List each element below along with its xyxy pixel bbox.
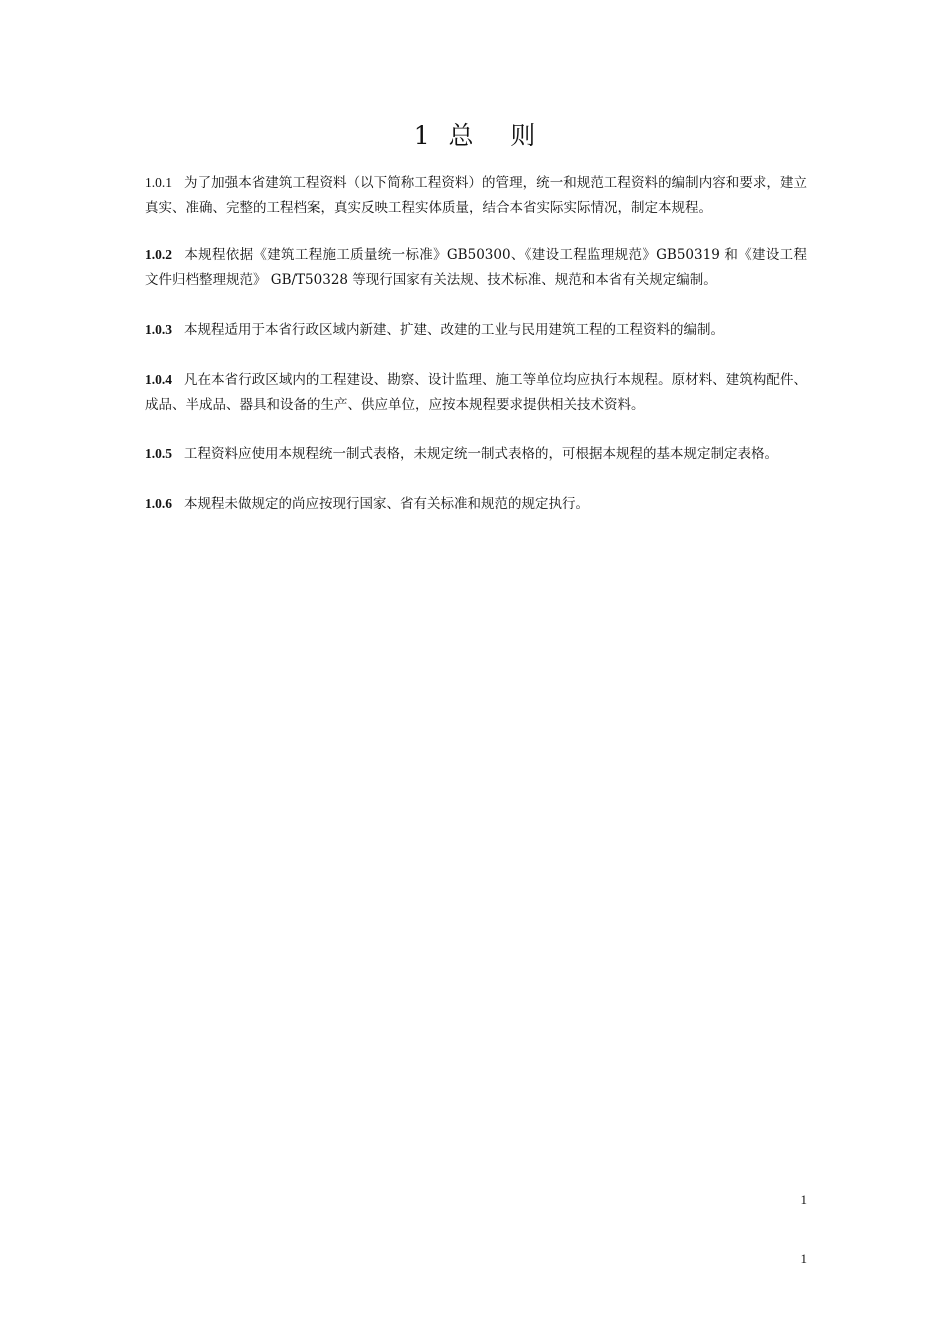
clause-number: 1.0.1 bbox=[145, 175, 172, 190]
clause-text: 本规程适用于本省行政区域内新建、扩建、改建的工业与民用建筑工程的工程资料的编制。 bbox=[184, 322, 724, 338]
clause-text: 工程资料应使用本规程统一制式表格，未规定统一制式表格的，可根据本规程的基本规定制定表格。 bbox=[184, 446, 778, 462]
page-number-footer: 1 bbox=[800, 1251, 807, 1266]
clause-text: 本规程未做规定的尚应按现行国家、省有关标准和规范的规定执行。 bbox=[184, 496, 589, 512]
clause-number: 1.0.5 bbox=[145, 446, 172, 461]
clause-number: 1.0.3 bbox=[145, 322, 172, 337]
clause-number: 1.0.4 bbox=[145, 372, 172, 387]
clause-1-0-4 bbox=[145, 367, 807, 418]
clause-1-0-5 bbox=[145, 441, 807, 467]
clause-1-0-3 bbox=[145, 317, 807, 343]
clause-1-0-1 bbox=[145, 170, 807, 221]
page-number: 1 bbox=[800, 1192, 807, 1207]
clause-1-0-2 bbox=[145, 242, 807, 293]
clause-number: 1.0.2 bbox=[145, 247, 172, 262]
clause-text: 本规程依据《建筑工程施工质量统一标准》GB50300、《建设工程监理规范》GB50319 和《建设工程文件归档整理规范》 GB/T50328 等现行国家有关法规、技术标准、规范和本省有关规定编制。 bbox=[145, 247, 807, 288]
clause-number: 1.0.6 bbox=[145, 496, 172, 511]
clause-text: 凡在本省行政区域内的工程建设、勘察、设计监理、施工等单位均应执行本规程。原材料、建筑构配件、成品、半成品、器具和设备的生产、供应单位，应按本规程要求提供相关技术资料。 bbox=[145, 372, 807, 413]
clause-text: 为了加强本省建筑工程资料（以下简称工程资料）的管理，统一和规范工程资料的编制内容和要求，建立真实、准确、完整的工程档案，真实反映工程实体质量，结合本省实际实际情况，制定本规程。 bbox=[145, 175, 807, 216]
chapter-title: 1 总 则 bbox=[413, 121, 537, 150]
clause-1-0-6 bbox=[145, 491, 807, 517]
